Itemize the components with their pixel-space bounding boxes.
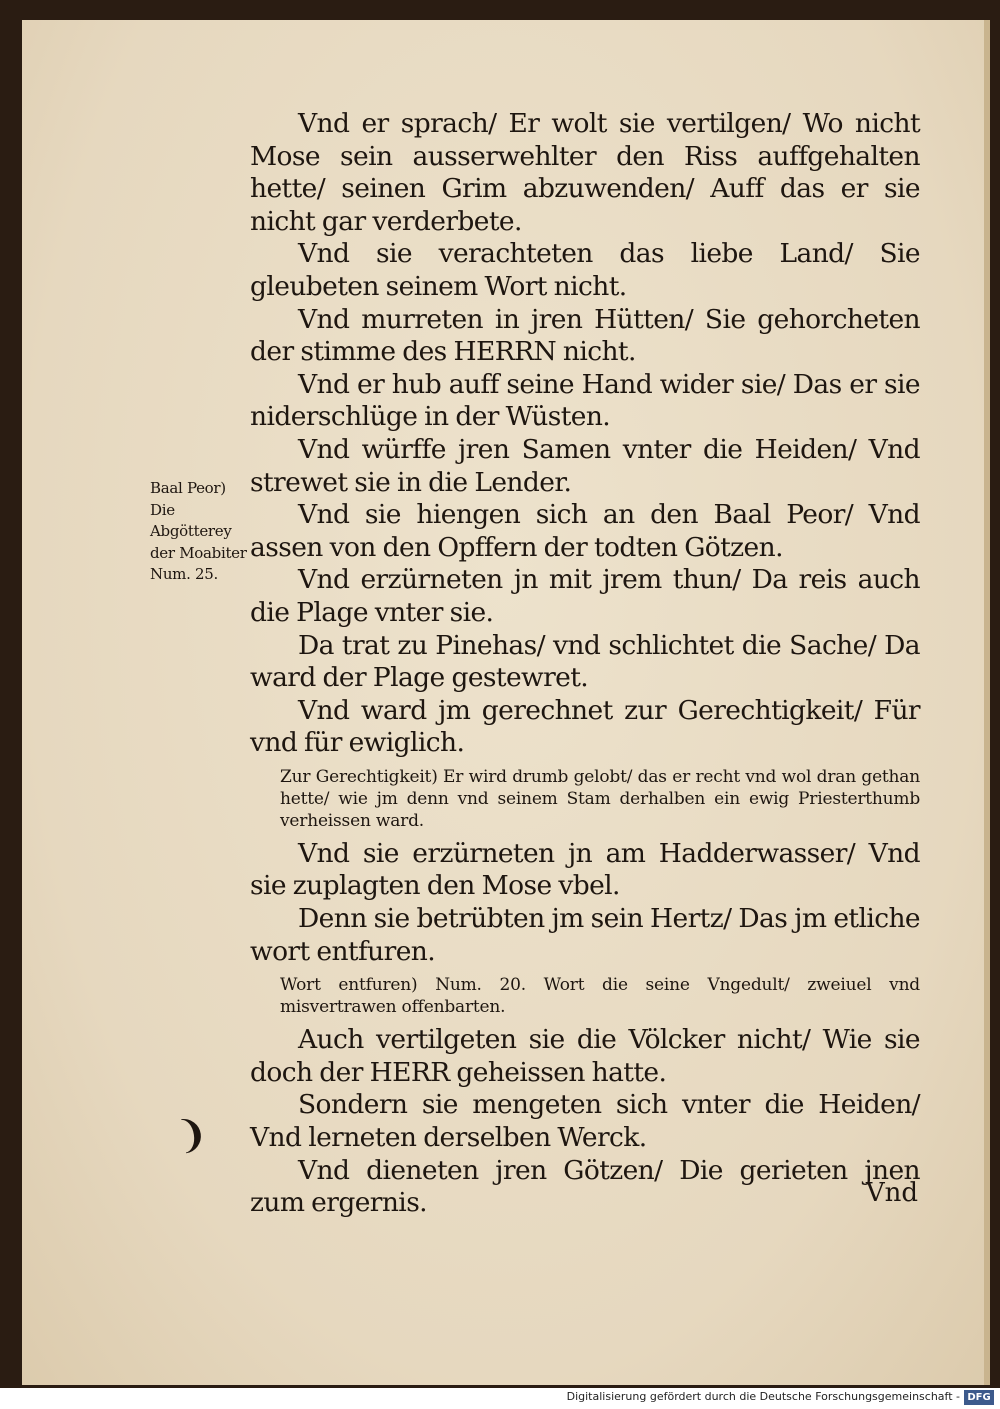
verse: Vnd er hub auff seine Hand wider sie/ Das er sie niderschlüge in der Wüsten. — [250, 368, 920, 433]
dfg-logo: DFG — [964, 1390, 994, 1405]
main-text — [250, 108, 920, 1220]
verse: Vnd sie hiengen sich an den Baal Peor/ Vnd assen von den Opffern der todten Götzen. — [250, 499, 920, 563]
bracket-mark: ❩ — [173, 1109, 211, 1159]
verse: Vnd murreten in jren Hütten/ Sie gehorcheten der stimme des HERRN nicht. — [250, 303, 920, 368]
verse: Auch vertilgeten sie die Völcker nicht/ Wie sie doch der HERR geheissen hatte. — [250, 1024, 920, 1088]
margin-note: Baal Peor) Die Abgötterey der Moabiter Num. 25. — [150, 479, 247, 583]
footer-credit: Digitalisierung gefördert durch die Deutsche Forschungsgemeinschaft - — [566, 1390, 960, 1403]
verse: Sondern sie mengeten sich vnter die Heiden/ Vnd lerneten derselben Werck. — [250, 1089, 920, 1154]
gloss-note: Wort entfuren) Num. 20. Wort die seine Vngedult/ zweiuel vnd misvertrawen offenbarten. — [280, 975, 920, 1018]
catchword: Vnd — [865, 1178, 918, 1208]
verse: Vnd würffe jren Samen vnter die Heiden/ Vnd strewet sie in die Lender. — [250, 433, 920, 498]
verse: Vnd ward jm gerechnet zur Gerechtigkeit/ Für vnd für ewiglich. — [250, 694, 920, 759]
verse: Da trat zu Pinehas/ vnd schlichtet die Sache/ Da ward der Plage gestewret. — [250, 629, 920, 694]
verse: Vnd sie verachteten das liebe Land/ Sie gleubeten seinem Wort nicht. — [250, 238, 920, 302]
gloss-note: Zur Gerechtigkeit) Er wird drumb gelobt/ das er recht vnd wol dran gethan hette/ wie jm denn vnd seinem Stam derhalben ein ewig Priesterthumb verheissen ward. — [280, 766, 920, 831]
verse: Vnd dieneten jren Götzen/ Die gerieten jnen zum ergernis. — [250, 1154, 920, 1219]
verse: Vnd er sprach/ Er wolt sie vertilgen/ Wo nicht Mose sein ausserwehlter den Riss auffgehalten hette/ seinen Grim abzuwenden/ Auff das er sie nicht gar verderbete. — [250, 108, 920, 237]
verse: Vnd erzürneten jn mit jrem thun/ Da reis auch die Plage vnter sie. — [250, 564, 920, 628]
verse: Denn sie betrübten jm sein Hertz/ Das jm etliche wort entfuren. — [250, 903, 920, 967]
verse: Vnd sie erzürneten jn am Hadderwasser/ Vnd sie zuplagten den Mose vbel. — [250, 837, 920, 902]
footer-bar — [0, 1388, 1000, 1409]
